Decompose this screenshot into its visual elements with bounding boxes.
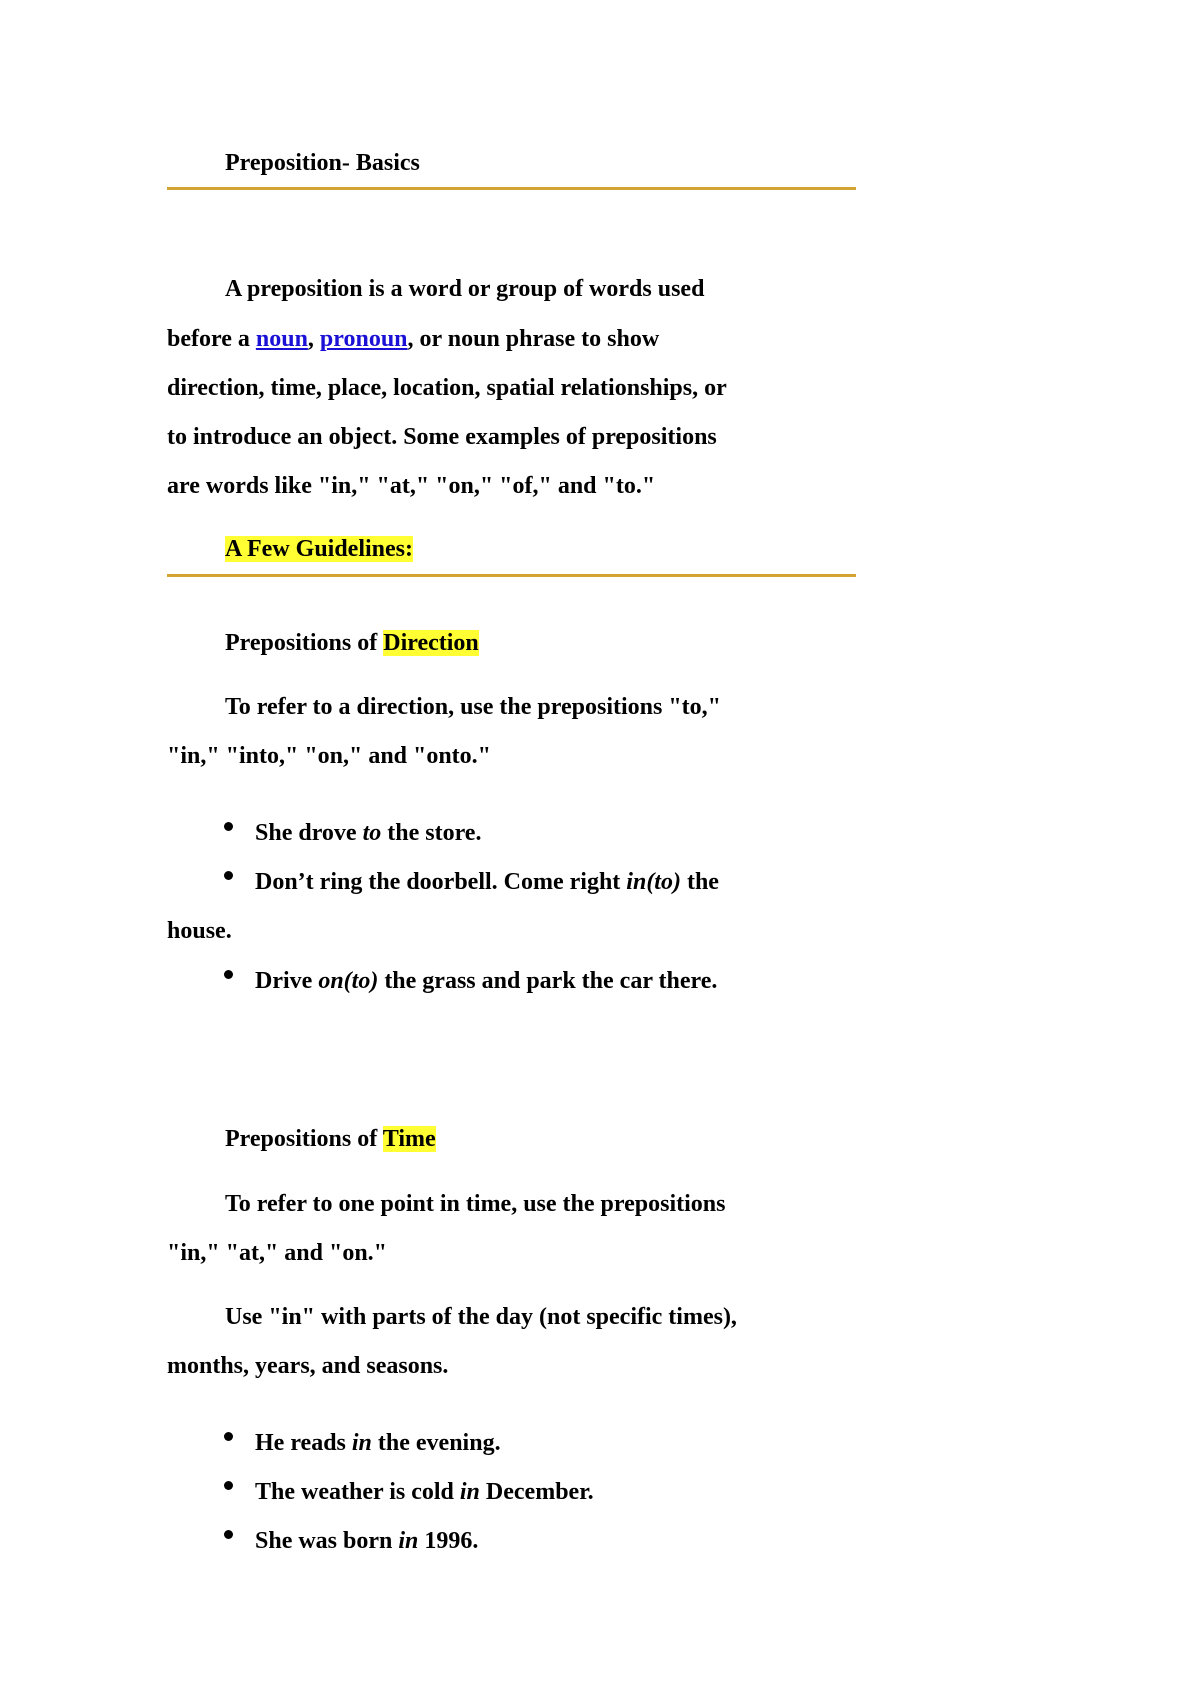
direction-desc-line-1: To refer to a direction, use the prepositions "to,"	[225, 694, 721, 720]
direction-heading-prefix: Prepositions of	[225, 630, 384, 656]
example-preposition: to	[362, 820, 382, 846]
example-preposition: in(to)	[626, 869, 681, 895]
bullet-icon	[224, 1530, 233, 1539]
example-text: The weather is cold	[255, 1479, 460, 1505]
guidelines-heading	[225, 534, 413, 564]
intro-line-2	[167, 324, 659, 354]
example-preposition: in	[351, 1430, 372, 1456]
intro-line-2-suffix: , or noun phrase to show	[407, 326, 660, 352]
time-example-2	[255, 1477, 594, 1507]
page-title: Preposition- Basics	[225, 150, 420, 176]
direction-heading	[225, 628, 479, 658]
intro-comma: ,	[307, 326, 320, 352]
guidelines-rule	[167, 574, 856, 577]
intro-line-4: to introduce an object. Some examples of prepositions	[167, 424, 717, 450]
bullet-icon	[224, 822, 233, 831]
example-text: the store.	[381, 820, 482, 846]
time-example-1	[255, 1428, 501, 1458]
example-text: He reads	[255, 1430, 352, 1456]
example-text: She drove	[255, 820, 363, 846]
time-heading	[225, 1124, 436, 1154]
direction-example-2-continuation: house.	[167, 918, 232, 944]
bullet-icon	[224, 871, 233, 880]
example-text: Drive	[255, 968, 319, 994]
intro-line-5: are words like "in," "at," "on," "of," and "to."	[167, 473, 656, 499]
guidelines-heading-text: A Few Guidelines:	[225, 536, 414, 562]
direction-desc-line-2: "in," "into," "on," and "onto."	[167, 743, 491, 769]
noun-link[interactable]: noun	[255, 326, 308, 352]
direction-heading-highlight: Direction	[383, 630, 479, 656]
pronoun-link[interactable]: pronoun	[319, 326, 408, 352]
time-desc-line-2: "in," "at," and "on."	[167, 1240, 387, 1266]
bullet-icon	[224, 970, 233, 979]
example-text: She was born	[255, 1528, 399, 1554]
example-preposition: on(to)	[318, 968, 379, 994]
time-use-line-1: Use "in" with parts of the day (not specific times),	[225, 1304, 737, 1330]
intro-line-1: A preposition is a word or group of words used	[225, 276, 705, 302]
example-text: the evening.	[371, 1430, 501, 1456]
direction-example-2	[255, 867, 719, 897]
direction-example-3	[255, 966, 717, 996]
example-text: December.	[479, 1479, 594, 1505]
direction-example-1	[255, 818, 481, 848]
example-text: the	[680, 869, 719, 895]
time-use-line-2: months, years, and seasons.	[167, 1353, 449, 1379]
intro-line-2-prefix: before a	[167, 326, 256, 352]
time-example-3	[255, 1526, 478, 1556]
title-rule	[167, 187, 856, 190]
intro-line-3: direction, time, place, location, spatial relationships, or	[167, 375, 727, 401]
time-heading-prefix: Prepositions of	[225, 1126, 383, 1152]
example-text: the grass and park the car there.	[378, 968, 718, 994]
time-heading-highlight: Time	[382, 1126, 436, 1152]
example-preposition: in	[459, 1479, 480, 1505]
bullet-icon	[224, 1481, 233, 1490]
example-preposition: in	[398, 1528, 419, 1554]
example-text: 1996.	[418, 1528, 479, 1554]
time-desc-line-1: To refer to one point in time, use the prepositions	[225, 1191, 726, 1217]
example-text: Don’t ring the doorbell. Come right	[255, 869, 627, 895]
bullet-icon	[224, 1432, 233, 1441]
